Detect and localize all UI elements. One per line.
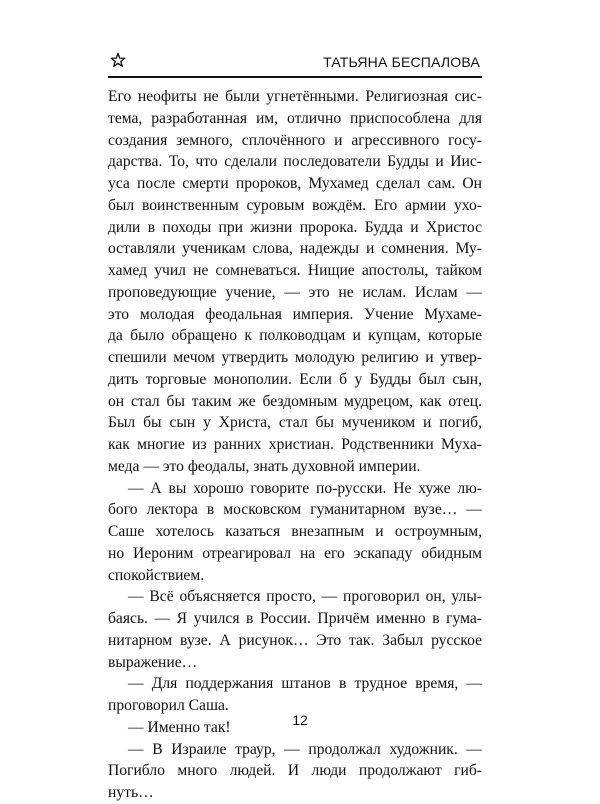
star-icon xyxy=(110,52,126,68)
text-line: хамед учил не сомневаться. Нищие апостолы, тайком xyxy=(108,262,482,279)
text-line: — Именно так! xyxy=(128,718,231,736)
author-name: ТАТЬЯНА БЕСПАЛОВА xyxy=(323,54,480,70)
text-line: уса после смерти пророков, Мухамед сделал сам. Он xyxy=(108,175,482,192)
text-line: Саше хотелось казаться внезапным и остроумным, xyxy=(108,523,482,540)
body-text xyxy=(108,86,482,804)
text-line: проговорил Саша. xyxy=(108,697,229,714)
running-head xyxy=(108,52,482,78)
text-line: создания земного, сплочённого и агрессивного госу- xyxy=(108,131,482,149)
text-line: как многие из ранних христиан. Родственники Муха- xyxy=(108,436,482,453)
text-line: Был бы сын у Христа, стал бы мучеником и погиб, xyxy=(108,414,482,432)
text-line: дили в походы при жизни пророка. Будда и Христос xyxy=(108,218,482,236)
text-line: — Для поддержания штанов в трудное время, — xyxy=(128,675,482,693)
text-line: меда — это феодалы, знать духовной империи. xyxy=(108,457,421,475)
text-line: был воинственным суровым вождём. Его армии ухо- xyxy=(108,196,482,214)
text-line: — В Израиле траур, — продолжал художник. — xyxy=(128,740,482,758)
text-line: проповедующие учение, — это не ислам. Ислам — xyxy=(108,283,482,301)
text-line: Погибло много людей. И люди продолжают гиб- xyxy=(108,762,482,780)
text-line: дить торговые монополии. Если б у Будды был сын, xyxy=(108,370,482,388)
text-line: оставляли ученикам слова, надежды и сомнения. Му- xyxy=(108,240,482,258)
text-line: Его неофиты не были угнетёнными. Религиозная сис- xyxy=(108,88,482,105)
text-line: — А вы хорошо говорите по-русски. Не хуже лю- xyxy=(128,479,482,497)
text-line: он стал бы таким же бездомным мудрецом, как отец. xyxy=(108,392,482,410)
text-line: бого лектора в московском гуманитарном вузе… — xyxy=(108,501,482,519)
text-line: баясь. — Я учился в России. Причём именно в гума- xyxy=(108,610,482,627)
text-line: спешили мечом утвердить молодую религию и утвер- xyxy=(108,349,482,366)
text-line: дарства. То, что сделали последователи Будды и Иис- xyxy=(108,153,482,171)
text-line: но Иероним отреагировал на его эскападу обидным xyxy=(108,544,482,562)
text-line: нуть… xyxy=(108,784,154,801)
text-line: да было обращено к полководцам и купцам, которые xyxy=(108,327,482,345)
text-line: спокойствием. xyxy=(108,566,205,584)
text-line: выражение… xyxy=(108,653,198,671)
page-number: 12 xyxy=(292,712,308,728)
text-line: тема, разработанная им, отлично приспособлена для xyxy=(108,109,482,127)
text-line: это молодая феодальная империя. Учение Мухаме- xyxy=(108,305,482,323)
text-line: нитарном вузе. А рисунок… Это так. Забыл русское xyxy=(108,631,482,649)
text-line: — Всё объясняется просто, — проговорил он, улы- xyxy=(128,588,482,606)
